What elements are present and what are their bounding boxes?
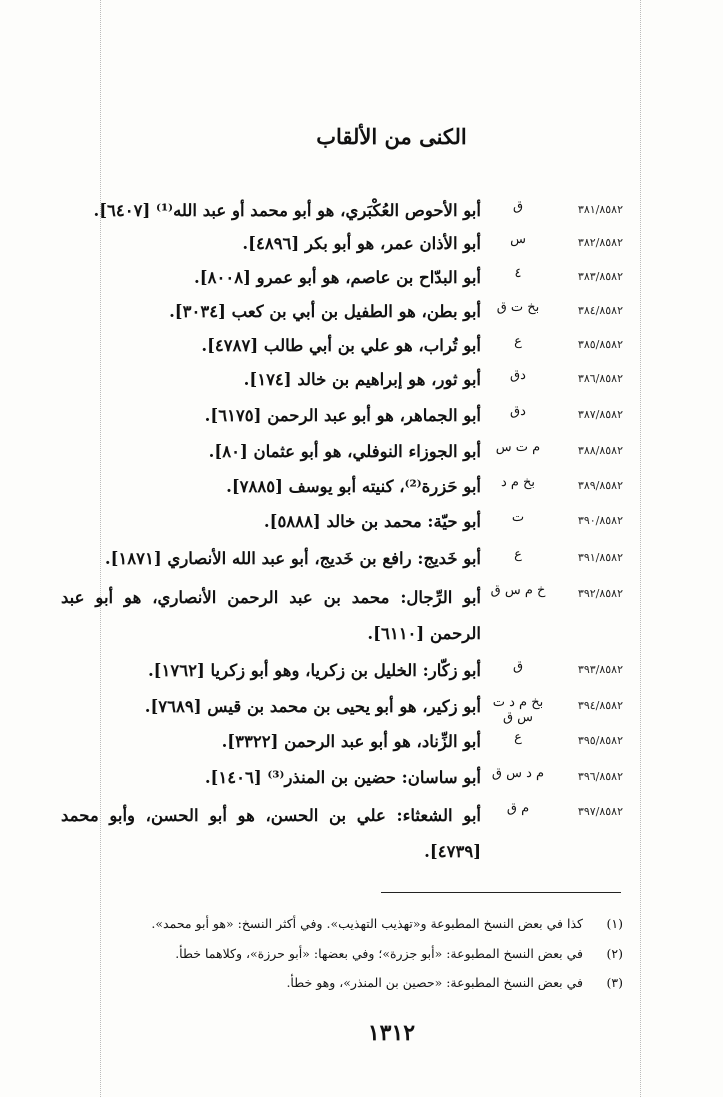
entry-symbols: م د س ق [491, 766, 545, 781]
entry-text: أبو خَديج: رافع بن خَديج، أبو عبد الله الأنصاري [١٨٧١]. [104, 549, 481, 568]
entry-number: ٣٩٣/٨٥٨٢ [577, 663, 623, 676]
entry-symbols: بخ م د ت س ق [492, 695, 544, 725]
entry-row [0, 365, 723, 399]
entry-number: ٣٨٧/٨٥٨٢ [577, 408, 623, 421]
entry-symbols: بخ ت ق [496, 300, 540, 315]
footnote-text: كذا في بعض النسخ المطبوعة و«تهذيب التهذيب». وفي أكثر النسخ: «هو أبو محمد». [151, 916, 583, 931]
entry-row [0, 401, 723, 435]
entry-row [0, 544, 723, 578]
entry-number: ٣٩٧/٨٥٨٢ [577, 805, 623, 818]
entry-number: ٣٨١/٨٥٨٢ [577, 203, 623, 216]
entry-row [0, 297, 723, 331]
footnote [63, 942, 623, 966]
entry-symbols: ٤ [514, 266, 522, 281]
entry-row [0, 727, 723, 761]
entry-number: ٣٨٣/٨٥٨٢ [577, 270, 623, 283]
entry-row [0, 229, 723, 263]
entry-text: أبو زكّار: الخليل بن زكريا، وهو أبو زكريا [١٧٦٢]. [147, 661, 481, 680]
entry-symbols: ع [514, 547, 522, 562]
entry-row [0, 196, 723, 230]
entry-number: ٣٨٢/٨٥٨٢ [577, 236, 623, 249]
entry-text: أبو ساسان: حضين بن المنذر⁽³⁾ [١٤٠٦]. [204, 768, 481, 787]
entry-symbols: دق [510, 404, 526, 419]
entry-text: أبو حيّة: محمد بن خالد [٥٨٨٨]. [263, 512, 481, 531]
entry-text: أبو ثور، هو إبراهيم بن خالد [١٧٤]. [243, 370, 481, 389]
footnote-mark: (٣) [606, 975, 623, 990]
entry-symbols: م ت س [495, 440, 541, 455]
entry-text: أبو بطن، هو الطفيل بن أبي بن كعب [٣٠٣٤]. [169, 302, 481, 321]
entry-row [0, 580, 723, 650]
footnote-mark: (٢) [606, 946, 623, 961]
entry-number: ٣٩٦/٨٥٨٢ [577, 770, 623, 783]
entry-number: ٣٩٥/٨٥٨٢ [577, 734, 623, 747]
entry-number: ٣٩١/٨٥٨٢ [577, 551, 623, 564]
entry-text: أبو الشعثاء: علي بن الحسن، هو أبو الحسن، وأبو محمد [٤٧٣٩]. [61, 806, 481, 861]
entry-text: أبو البدّاح بن عاصم، هو أبو عمرو [٨٠٠٨]. [194, 268, 481, 287]
entry-row [0, 263, 723, 297]
entry-symbols: ع [514, 730, 522, 745]
entry-text: أبو الأذان عمر، هو أبو بكر [٤٨٩٦]. [242, 234, 481, 253]
footnote-mark: (١) [606, 916, 623, 931]
entry-row [0, 692, 723, 726]
entry-text: أبو الزِّناد، هو أبو عبد الرحمن [٣٣٢٢]. [221, 732, 481, 751]
entry-symbols: ق [512, 659, 524, 674]
entry-row [0, 472, 723, 506]
entry-symbols: بخ م د [500, 475, 536, 490]
entry-number: ٣٩٢/٨٥٨٢ [577, 587, 623, 600]
entry-number: ٣٨٨/٨٥٨٢ [577, 444, 623, 457]
footnote-text: في بعض النسخ المطبوعة: «أبو جزرة»؛ وفي بعضها: «أبو حرزة»، وكلاهما خطأ. [175, 946, 583, 961]
entry-symbols: ع [514, 334, 522, 349]
entry-symbols: ت [511, 510, 525, 525]
entry-row [0, 507, 723, 541]
entry-row [0, 763, 723, 797]
entry-text: أبو زكير، هو أبو يحيى بن محمد بن قيس [٧٦٨٩]. [144, 697, 481, 716]
entry-number: ٣٨٥/٨٥٨٢ [577, 338, 623, 351]
entry-text: أبو الجوزاء النوفلي، هو أبو عثمان [٨٠]. [208, 442, 481, 461]
entry-number: ٣٨٩/٨٥٨٢ [577, 479, 623, 492]
entry-symbols: دق [510, 368, 526, 383]
entry-text: أبو الأحوص العُكْبَري، هو أبو محمد أو عبد الله⁽¹⁾ [٦٤٠٧]. [93, 201, 481, 220]
entry-text: أبو الجماهر، هو أبو عبد الرحمن [٦١٧٥]. [204, 406, 481, 425]
page-number: ١٣١٢ [367, 1020, 416, 1046]
footnote [63, 912, 623, 936]
footnote [63, 971, 623, 995]
entry-number: ٣٩٠/٨٥٨٢ [577, 514, 623, 527]
footnote-divider [381, 892, 621, 893]
entry-text: أبو تُراب، هو علي بن أبي طالب [٤٧٨٧]. [201, 336, 481, 355]
entry-number: ٣٨٤/٨٥٨٢ [577, 304, 623, 317]
footnote-text: في بعض النسخ المطبوعة: «حصين بن المنذر»، وهو خطأ. [286, 975, 583, 990]
entry-symbols: ق [512, 199, 524, 214]
entry-text: أبو الرِّجال: محمد بن عبد الرحمن الأنصاري، هو أبو عبد الرحمن [٦١١٠]. [61, 588, 481, 643]
entry-text: أبو حَزرة⁽²⁾، كنيته أبو يوسف [٧٨٨٥]. [226, 477, 481, 496]
entry-row [0, 656, 723, 690]
entry-number: ٣٩٤/٨٥٨٢ [577, 699, 623, 712]
entry-symbols: م ق [506, 801, 530, 816]
entry-row [0, 437, 723, 471]
entry-row [0, 331, 723, 365]
entry-symbols: س [510, 232, 526, 247]
entry-number: ٣٨٦/٨٥٨٢ [577, 372, 623, 385]
entry-row [0, 798, 723, 868]
entry-symbols: خ م س ق [490, 583, 546, 598]
page-title: الكنى من الألقاب [316, 124, 467, 149]
